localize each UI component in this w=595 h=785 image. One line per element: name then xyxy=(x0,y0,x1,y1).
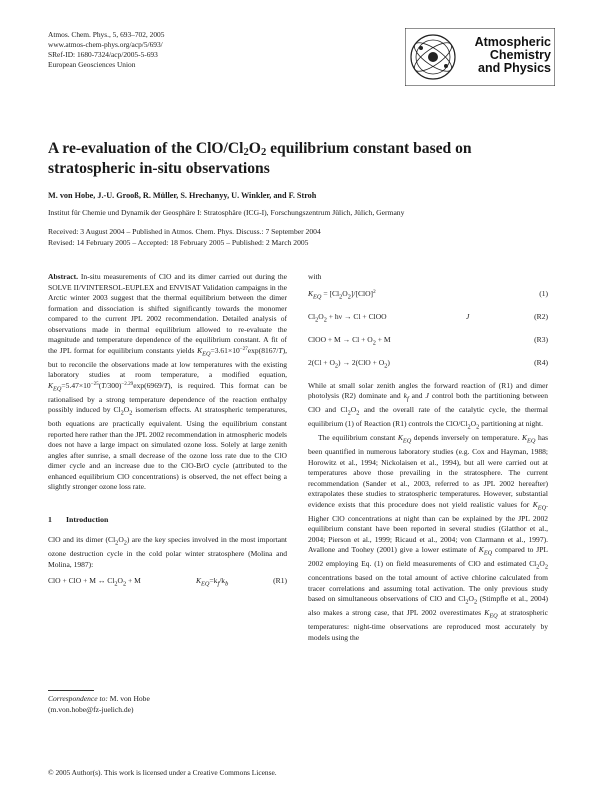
correspondence-footnote: Correspondence to: M. von Hobe (m.von.hobe@fz-juelich.de) xyxy=(48,694,287,715)
authors: M. von Hobe, J.-U. Grooß, R. Müller, S. Hrechanyy, U. Winkler, and F. Stroh xyxy=(48,191,317,200)
right-column: with $K_{EQ} = [Cl_2O_2]/[ClO]^2$ (1) $Cl_2O_2 + h\nu \to Cl$ + ClOO J (R2) ClOO + $M \to Cl + O_2 + M$ (R3) $2(Cl + O_2) \to 2(ClO + O_2)$ (R4) While at small solar zenith angles the forward reaction of (R1) and dimer photolysis (R2) dominate and $k_f$ and J control both the partitioning between ClO and $Cl_2O_2$ and the overall rate of the catalytic cycle, the thermal equilibrium (1) of Reaction (R1) controls the ClO/$Cl_2O_2$ partitioning at night. The equilibrium constant $K_{EQ}$ depends inversely on temperature. $K_{EQ}$ has been quantified in numerous laboratory studies (e.g. Cox and Hayman, 1988; Horowitz et al., 1994; Nickolaisen et al., 1994), but all were carried out at temperatures above those prevailing in the stratosphere. The current recommendation (Sander et al., 2003, referred to as JPL 2002 hereafter) extrapolates these studies to stratospheric temperatures. However, substantial evidence exists that this procedure does not yield realistic values for $K_{EQ}$. Higher ClO concentrations at night than can be explained by the JPL 2002 equilibrium constant have been reported in several studies (Glatthor et al., 2004; Pierson et al., 1999; Ricaud et al., 2004; von Clarmann et al., 1997). Avallone and Toohey (2001) give a lower estimate of $K_{EQ}$ compared to JPL 2002 employing Eq. (1) on field measurements of ClO and estimated $Cl_2O_2$ concentrations based on the total amount of active chlorine calculated from tracer correlations and assuming total activation. The only previous study based on simultaneous observations of ClO and $Cl_2O_2$ (Stimpfle et al., 2004) also makes a strong case, that JPL 2002 overestimates $K_{EQ}$ at stratospheric temperatures: night-time observations are reproduced most accurately by models using the xyxy=(308,272,549,642)
license-footer: © 2005 Author(s). This work is licensed under a Creative Commons License. xyxy=(48,768,277,777)
dates-line-1: Received: 3 August 2004 – Published in Atmos. Chem. Phys. Discuss.: 7 September 2004 xyxy=(48,227,321,236)
section-heading-introduction: 1 Introduction xyxy=(48,514,109,524)
logo-line-1: Atmospheric xyxy=(474,35,551,49)
abstract: Abstract. In-situ measurements of ClO and its dimer carried out during the SOLVE II/VINTERSOL-EUPLEX and ENVISAT Validation campaigns in the Arctic winter 2003 suggest that the thermal equilibrium between the dimer formation and dissociation is shifted significantly towards the monomer compared to the current JPL 2002 recommendation. Detailed analysis of observations made in thermal equilibrium allowed to re-evaluate the magnitude and temperature dependence of the equilibrium constant. A fit of the JPL format for equilibrium constants yields $K_{EQ}=3.61\times 10^{-27}\exp(8167/T)$, but to reconcile the observations made at low temperatures with the existing laboratory studies at room temperature, a modified equation, $K_{EQ}=5.47\times 10^{-25}(T/300)^{-2.29}\exp(6969/T)$, is required. This format can be rationalised by a strong temperature dependence of the reaction enthalpy possibly induced by $Cl_2O_2$ isomerism effects. At stratospheric temperatures, both equations are practically equivalent. Using the equilibrium constant reported here rather than the JPL 2002 recommendation in atmospheric models does not have a large impact on simulated ozone loss. Solely at large zenith angles after sunrise, a small decrease of the ozone loss rate due to the ClO dimer cycle and an increase due to the ClO-BrO cycle (attributed to the enhanced equilibrium ClO concentrations) is observed, the net effect being a slightly stronger ozone loss rate. xyxy=(48,272,287,491)
publisher: European Geosciences Union xyxy=(48,60,136,69)
reaction-r4: $2(Cl + O_2) \to 2(ClO + O_2)$ (R4) xyxy=(308,357,548,369)
body-paragraph-1: While at small solar zenith angles the forward reaction of (R1) and dimer photolysis (R2) dominate and $k_f$ and J control both the partitioning between ClO and $Cl_2O_2$ and the overall rate of the catalytic cycle, the thermal equilibrium (1) of Reaction (R1) controls the ClO/$Cl_2O_2$ partitioning at night. xyxy=(308,380,548,431)
logo-line-2: Chemistry xyxy=(489,48,551,63)
correspondence-email[interactable]: (m.von.hobe@fz-juelich.de) xyxy=(48,704,134,714)
left-column xyxy=(48,272,287,599)
body-paragraph-2: The equilibrium constant $K_{EQ}$ depends inversely on temperature. $K_{EQ}$ has been quantified in numerous laboratory studies (e.g. Cox and Hayman, 1988; Horowitz et al., 1994; Nickolaisen et al., 1994), but all were carried out at temperatures above those prevailing in the stratosphere. The current recommendation (Sander et al., 2003, referred to as JPL 2002 hereafter) extrapolates these studies to stratospheric temperatures. However, substantial evidence exists that this procedure does not yield realistic values for $K_{EQ}$. Higher ClO concentrations at night than can be explained by the JPL 2002 equilibrium constant have been reported in several studies (Glatthor et al., 2004; Pierson et al., 1999; Ricaud et al., 2004; von Clarmann et al., 1997). Avallone and Toohey (2001) give a lower estimate of $K_{EQ}$ compared to JPL 2002 employing Eq. (1) on field measurements of ClO and estimated $Cl_2O_2$ concentrations based on the total amount of active chlorine calculated from tracer correlations and assuming total activation. The only previous study based on simultaneous observations of ClO and $Cl_2O_2$ (Stimpfle et al., 2004) also makes a strong case, that JPL 2002 overestimates $K_{EQ}$ at stratospheric temperatures: night-time observations are reproduced most accurately by models using the xyxy=(308,433,549,642)
publication-dates xyxy=(48,226,548,248)
reaction-r1: ClO + ClO + M ↔ $Cl_2O_2 + M$ $K_{EQ}=k_f/k_b$ (R1) xyxy=(48,576,287,588)
header-metadata xyxy=(48,30,308,70)
reaction-r3: ClOO + $M \to Cl + O_2 + M$ (R3) xyxy=(308,334,548,346)
abstract-label: Abstract. xyxy=(48,272,78,281)
sref-id: SRef-ID: 1680-7324/acp/2005-5-693 xyxy=(48,50,158,59)
logo-line-3: and Physics xyxy=(478,61,551,76)
logo-wordmark xyxy=(459,36,551,76)
footnote-rule xyxy=(48,690,94,691)
affiliation: Institut für Chemie und Dynamik der Geosphäre I: Stratosphäre (ICG-I), Forschungszentrum Jülich, Jülich, Germany xyxy=(48,208,405,217)
intro-paragraph: ClO and its dimer $(Cl_2O_2)$ are the key species involved in the most important ozone destruction cycle in the cold polar winter stratosphere (Molina and Molina, 1987): xyxy=(48,535,288,569)
dates-line-2: Revised: 14 February 2005 – Accepted: 18 February 2005 – Published: 2 March 2005 xyxy=(48,238,309,247)
journal-url[interactable]: www.atmos-chem-phys.org/acp/5/693/ xyxy=(48,40,163,49)
journal-reference: Atmos. Chem. Phys., 5, 693–702, 2005 xyxy=(48,30,165,39)
paper-title: A re-evaluation of the ClO/$Cl_2O_2$ equilibrium constant based on stratospheric in-situ observations xyxy=(48,140,472,177)
reaction-r2: $Cl_2O_2 + h\nu \to Cl$ + ClOO J (R2) xyxy=(308,311,548,323)
equation-1: $K_{EQ} = [Cl_2O_2]/[ClO]^2$ (1) xyxy=(308,288,548,300)
